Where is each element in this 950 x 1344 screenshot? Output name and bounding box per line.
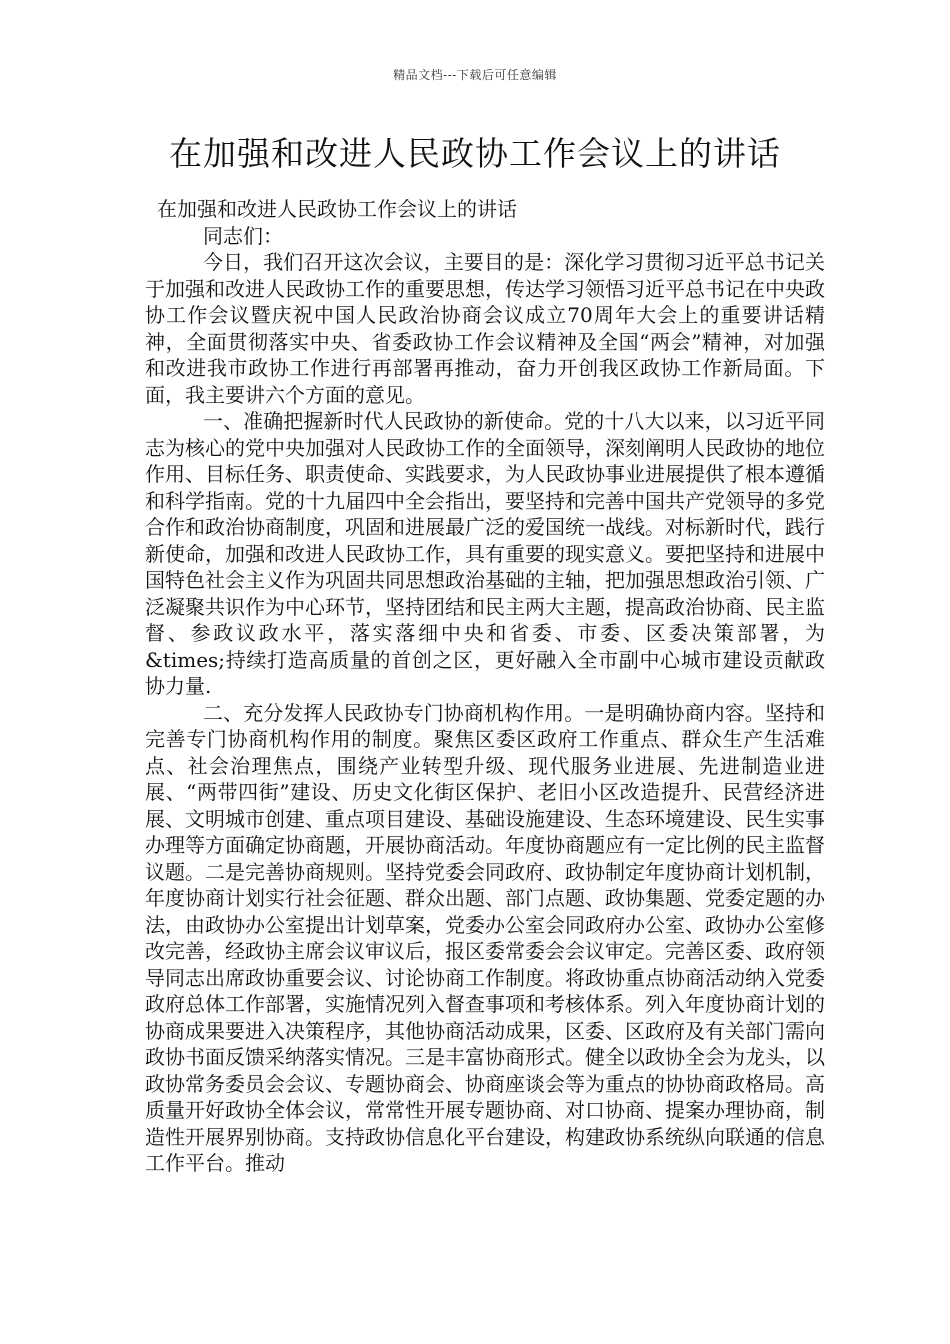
document-body <box>145 196 825 1177</box>
document-subtitle: 在加强和改进人民政协工作会议上的讲话 <box>157 197 517 221</box>
paragraph-section-2: 二、充分发挥人民政协专门协商机构作用。一是明确协商内容。坚持和完善专门协商机构作用的制度。聚焦区委区政府工作重点、群众生产生活难点、社会治理焦点，围绕产业转型升级、现代服务业进展、先进制造业进展、“两带四街”建设、历史文化街区保护、老旧小区改造提升、民营经济进展、文明城市创建、重点项目建设、基础设施建设、生态环境建设、民生实事办理等方面确定协商题，开展协商活动。年度协商题应有一定比例的民主监督议题。二是完善协商规则。坚持党委会同政府、政协制定年度协商计划机制，年度协商计划实行社会征题、群众出题、部门点题、政协集题、党委定题的办法，由政协办公室提出计划草案，党委办公室会同政府办公室、政协办公室修改完善，经政协主席会议审议后，报区委常委会会议审定。完善区委、政府领导同志出席政协重要会议、讨论协商工作制度。将政协重点协商活动纳入党委政府总体工作部署，实施情况列入督查事项和考核体系。列入年度协商计划的协商成果要进入决策程序，其他协商活动成果，区委、区政府及有关部门需向政协书面反馈采纳落实情况。三是丰富协商形式。健全以政协全会为龙头，以政协常务委员会会议、专题协商会、协商座谈会等为重点的协协商政格局。高质量开好政协全体会议，常常性开展专题协商、对口协商、提案办理协商，制造性开展界别协商。支持政协信息化平台建设，构建政协系统纵向联通的信息工作平台。推动 <box>145 700 825 1175</box>
salutation: 同志们： <box>203 223 283 248</box>
paragraph-section-1: 一、准确把握新时代人民政协的新使命。党的十八大以来，以习近平同志为核心的党中央加强对人民政协工作的全面领导，深刻阐明人民政协的地位作用、目标任务、职责使命、实践要求，为人民政协事业进展提供了根本遵循和科学指南。党的十九届四中全会指出，要坚持和完善中国共产党领导的多党合作和政治协商制度，巩固和进展最广泛的爱国统一战线。对标新时代，践行新使命，加强和改进人民政协工作，具有重要的现实意义。要把坚持和进展中国特色社会主义作为巩固共同思想政治基础的主轴，把加强思想政治引领、广泛凝聚共识作为中心环节，坚持团结和民主两大主题，提高政治协商、民主监督、参政议政水平，落实落细中央和省委、市委、区委决策部署，为&times;持续打造高质量的首创之区，更好融入全市副中心城市建设贡献政协力量. <box>145 409 825 698</box>
page-header-note: 精品文档---下载后可任意编辑 <box>393 68 557 82</box>
paragraph-intro: 今日，我们召开这次会议，主要目的是：深化学习贯彻习近平总书记关于加强和改进人民政协工作的重要思想，传达学习领悟习近平总书记在中央政协工作会议暨庆祝中国人民政治协商会议成立70周年大会上的重要讲话精神，全面贯彻落实中央、省委政协工作会议精神及全国“两会”精神，对加强和改进我市政协工作进行再部署再推动，奋力开创我区政协工作新局面。下面，我主要讲六个方面的意见。 <box>145 250 825 407</box>
document-title: 在加强和改进人民政协工作会议上的讲话 <box>169 134 781 173</box>
